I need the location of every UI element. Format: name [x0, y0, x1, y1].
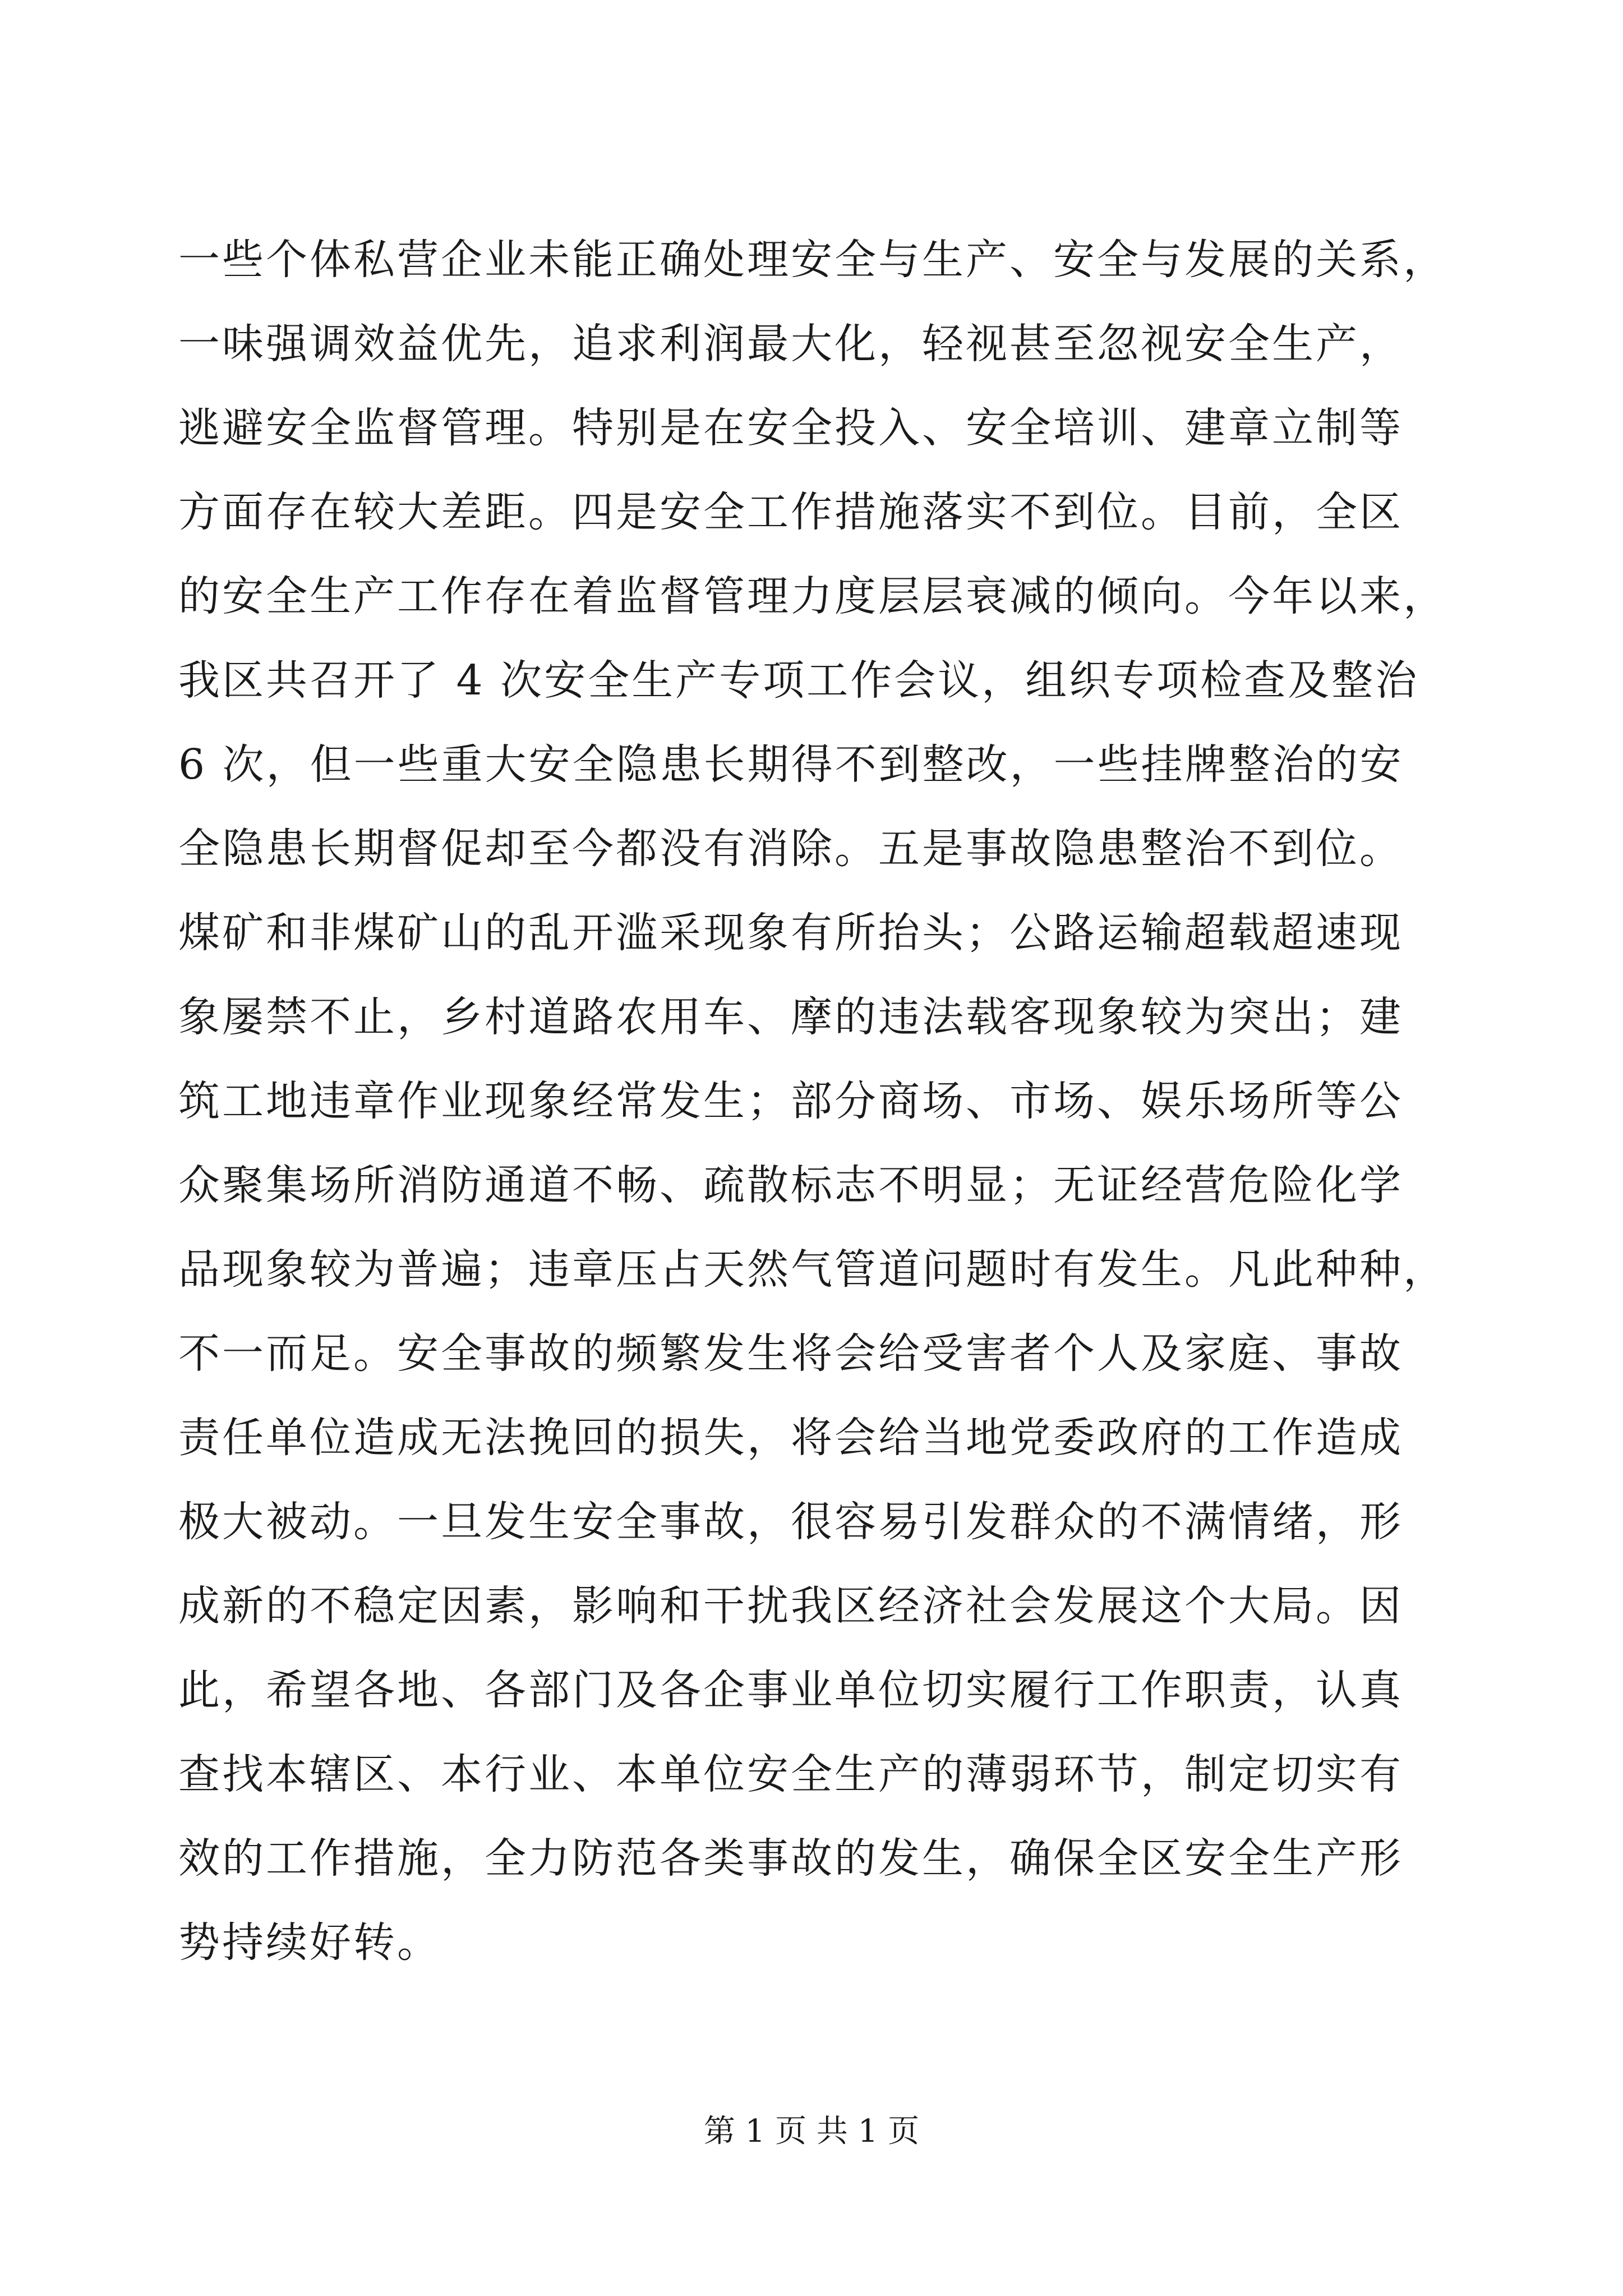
text-line: 效的工作措施，全力防范各类事故的发生，确保全区安全生产形 — [178, 1834, 1403, 1883]
text-line: 此，希望各地、各部门及各企事业单位切实履行工作职责，认真 — [178, 1666, 1403, 1714]
text-line: 不一而足。安全事故的频繁发生将会给受害者个人及家庭、事故 — [178, 1329, 1403, 1378]
text-line: 方面存在较大差距。四是安全工作措施落实不到位。目前，全区 — [178, 488, 1403, 536]
text-line: 一些个体私营企业未能正确处理安全与生产、安全与发展的关系， — [178, 236, 1447, 284]
text-line: 逃避安全监督管理。特别是在安全投入、安全培训、建章立制等 — [178, 404, 1403, 452]
text-line: 全隐患长期督促却至今都没有消除。五是事故隐患整治不到位。 — [178, 825, 1403, 873]
text-line: 一味强调效益优先，追求利润最大化，轻视甚至忽视安全生产， — [178, 320, 1403, 368]
text-line: 责任单位造成无法挽回的损失，将会给当地党委政府的工作造成 — [178, 1414, 1403, 1462]
text-line: 煤矿和非煤矿山的乱开滥采现象有所抬头；公路运输超载超速现 — [178, 909, 1403, 957]
page-footer — [0, 2106, 1623, 2151]
text-line: 我区共召开了 4 次安全生产专项工作会议，组织专项检查及整治 — [178, 656, 1419, 705]
text-line: 6 次，但一些重大安全隐患长期得不到整改，一些挂牌整治的安 — [178, 740, 1404, 789]
text-line: 成新的不稳定因素，影响和干扰我区经济社会发展这个大局。因 — [178, 1582, 1403, 1630]
text-line: 势持续好转。 — [178, 1918, 441, 1967]
body-paragraph — [178, 218, 1447, 1985]
text-line: 筑工地违章作业现象经常发生；部分商场、市场、娱乐场所等公 — [178, 1077, 1403, 1125]
page-number-label: 第 1 页 共 1 页 — [703, 2113, 920, 2150]
text-line: 极大被动。一旦发生安全事故，很容易引发群众的不满情绪，形 — [178, 1498, 1403, 1546]
text-line: 的安全生产工作存在着监督管理力度层层衰减的倾向。今年以来， — [178, 572, 1447, 620]
text-line: 象屡禁不止，乡村道路农用车、摩的违法载客现象较为突出；建 — [178, 993, 1403, 1041]
text-line: 查找本辖区、本行业、本单位安全生产的薄弱环节，制定切实有 — [178, 1750, 1403, 1798]
text-line: 品现象较为普遍；违章压占天然气管道问题时有发生。凡此种种， — [178, 1245, 1447, 1294]
text-line: 众聚集场所消防通道不畅、疏散标志不明显；无证经营危险化学 — [178, 1161, 1403, 1209]
